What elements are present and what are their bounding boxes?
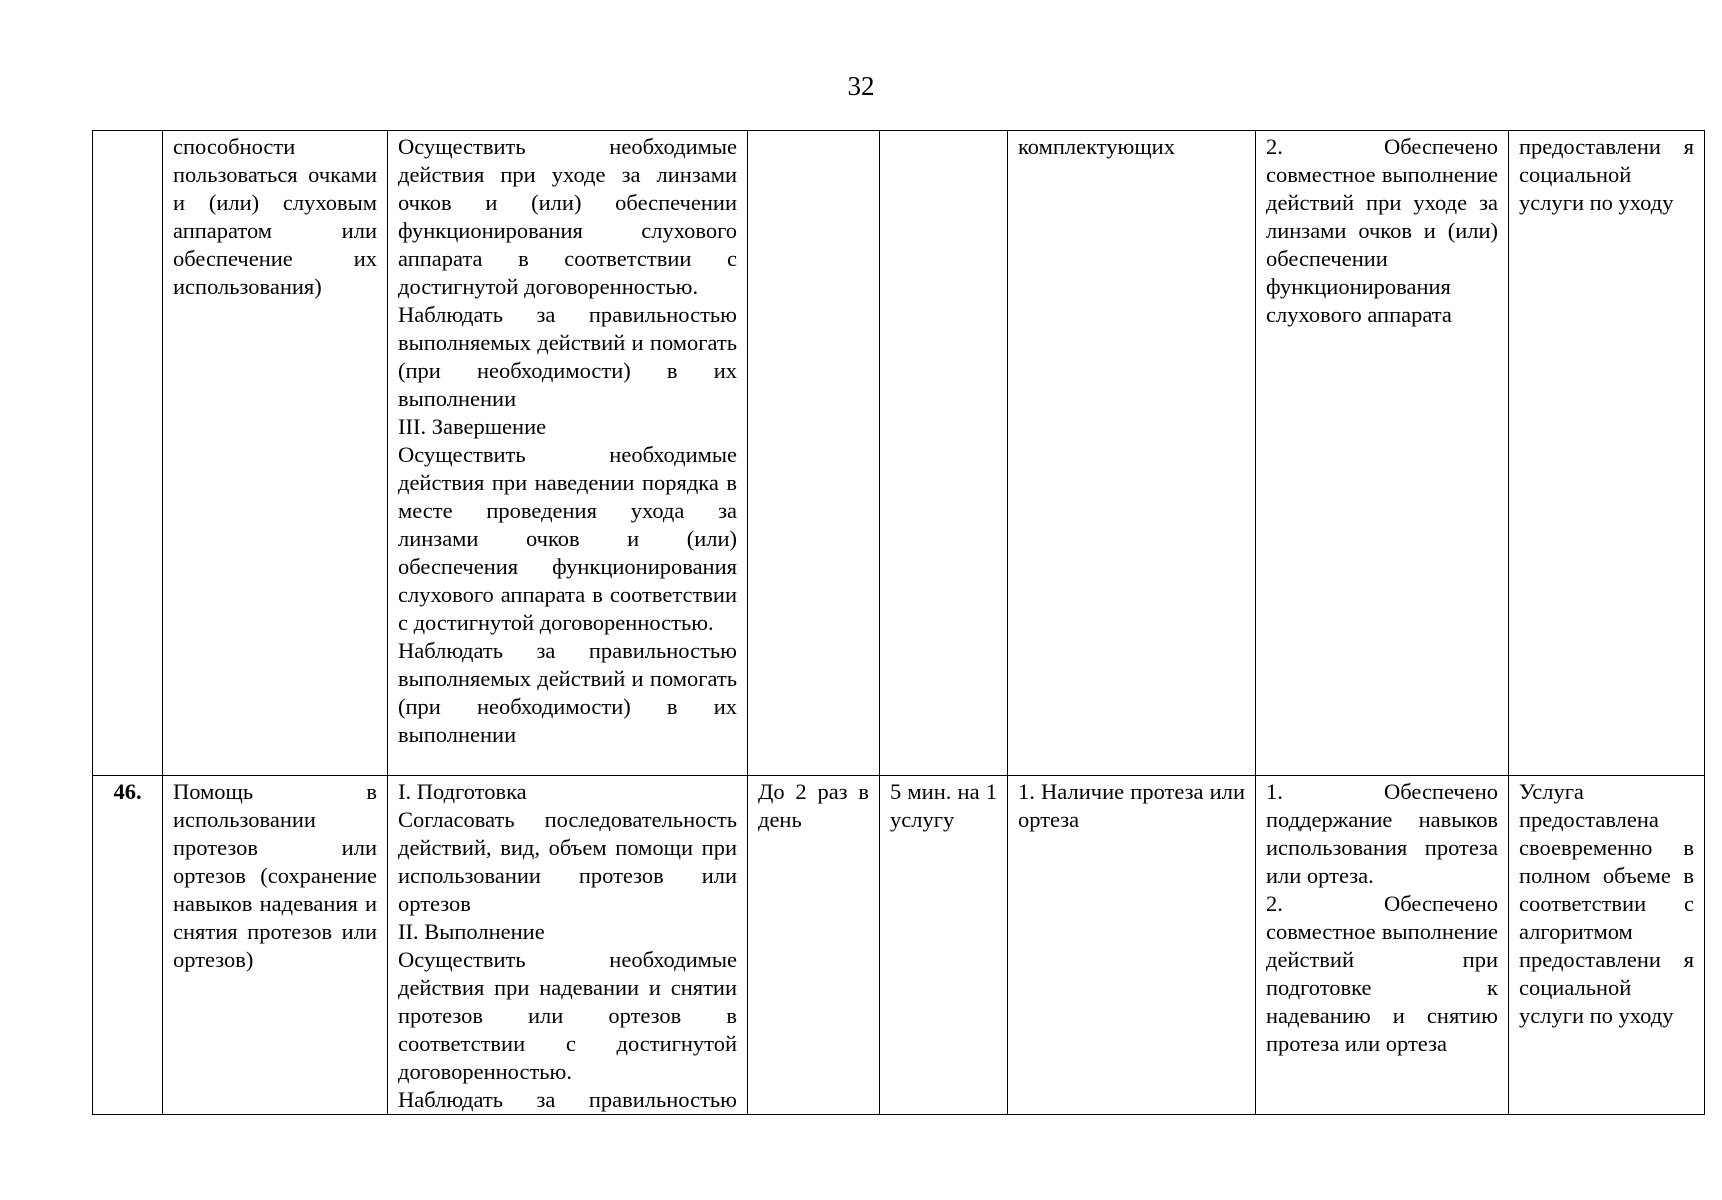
quality-cell: Услуга предоставлена своевременно в полном объеме в соответствии с алгоритмом предоставлени я социальной услуги по уходу <box>1509 776 1705 1115</box>
procedure-cell <box>388 776 748 1115</box>
conditions-cell: 1. Наличие протеза или ортеза <box>1008 776 1256 1115</box>
services-table <box>92 130 1705 1115</box>
quality-cell: предоставлени я социальной услуги по уходу <box>1509 131 1705 776</box>
procedure-stage-title: III. Завершение <box>398 414 547 439</box>
procedure-step: Осуществить необходимые действия при уходе за линзами очков и (или) обеспечении функционирования слухового аппарата в соответствии с достигнутой договоренностью. <box>398 134 737 299</box>
procedure-step: Осуществить необходимые действия при наведении порядка в месте проведения ухода за линзами очков и (или) обеспечения функционирования слухового аппарата в соответствии с достигнутой договоренностью. <box>398 442 737 635</box>
page-number: 32 <box>847 71 875 101</box>
results-cell <box>1256 776 1509 1115</box>
procedure-stage-title: I. Подготовка <box>398 779 527 804</box>
procedure-step: Согласовать последовательность действий, вид, объем помощи при использовании протезов или ортезов <box>398 807 737 916</box>
duration-cell: 5 мин. на 1 услугу <box>880 776 1008 1115</box>
row-number <box>93 131 163 776</box>
procedure-step: Наблюдать за правильностью выполняемых действий и помогать (при необходимости) в их выполнении <box>398 638 737 747</box>
conditions-cell: комплектующих <box>1008 131 1256 776</box>
result-item: 2. Обеспечено совместное выполнение действий при подготовке к надеванию и снятию протеза или ортеза <box>1266 891 1498 1056</box>
table-row <box>93 776 1705 1115</box>
row-number: 46. <box>93 776 163 1115</box>
result-item: 2. Обеспечено совместное выполнение действий при уходе за линзами очков и (или) обеспечении функционирования слухового аппарата <box>1266 134 1498 327</box>
procedure-step: Осуществить необходимые действия при надевании и снятии протезов или ортезов в соответствии с достигнутой договоренностью. <box>398 947 737 1084</box>
procedure-step: Наблюдать за правильностью выполняемых действий и помогать (при необходимости) в их выполнении <box>398 302 737 411</box>
results-cell <box>1256 131 1509 776</box>
procedure-cell <box>388 131 748 776</box>
duration-cell <box>880 131 1008 776</box>
service-name: способности пользоваться очками и (или) слуховым аппаратом или обеспечение их использования) <box>163 131 388 776</box>
procedure-stage-title: II. Выполнение <box>398 919 545 944</box>
procedure-step: Наблюдать за правильностью <box>398 1087 737 1112</box>
frequency-cell: До 2 раз в день <box>748 776 880 1115</box>
service-name: Помощь в использовании протезов или ортезов (сохранение навыков надевания и снятия протезов или ортезов) <box>163 776 388 1115</box>
table-row <box>93 131 1705 776</box>
frequency-cell <box>748 131 880 776</box>
result-item: 1. Обеспечено поддержание навыков использования протеза или ортеза. <box>1266 779 1498 888</box>
